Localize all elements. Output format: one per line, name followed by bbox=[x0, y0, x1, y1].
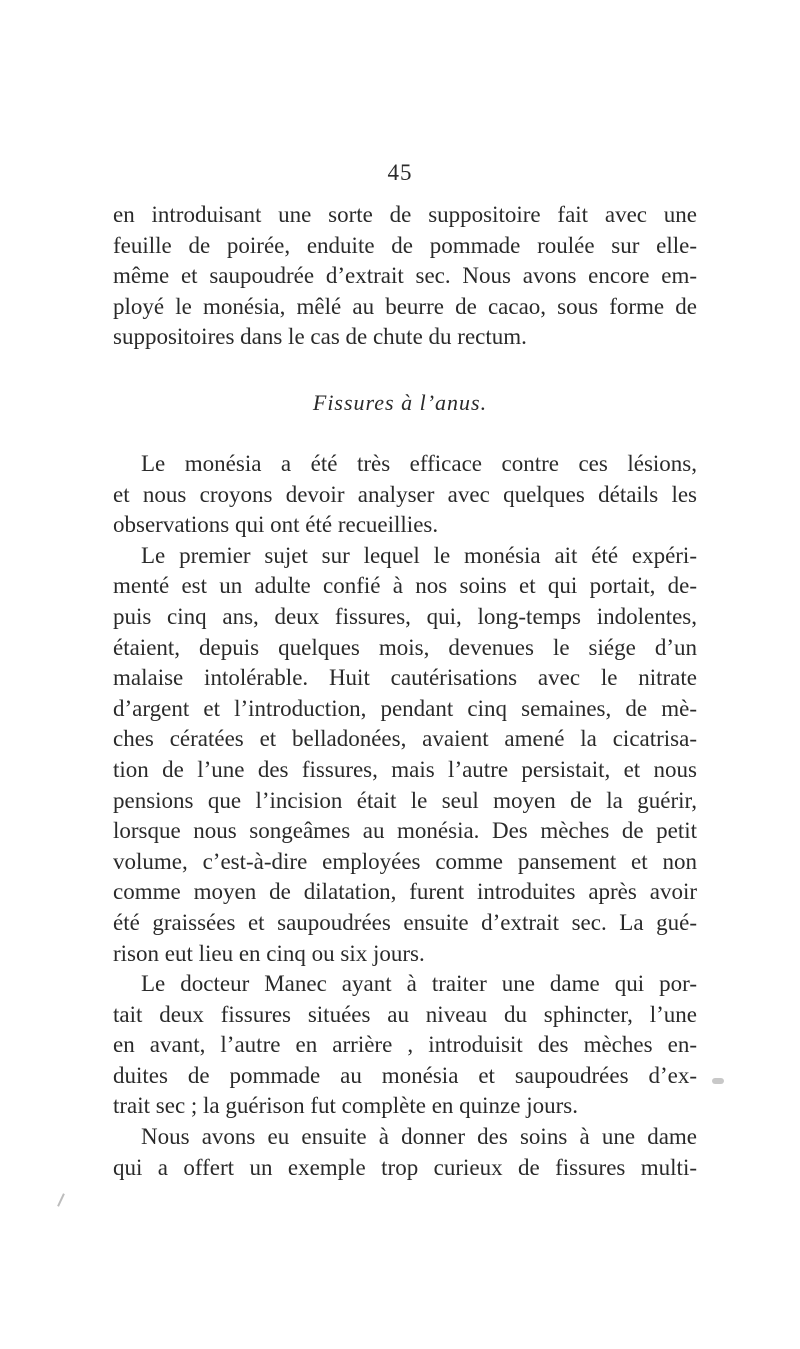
text-line: en avant, l’autre en arrière , introduisit des mèches en- bbox=[113, 1032, 697, 1058]
text-line: duites de pommade au monésia et saupoudrées d’ex- bbox=[113, 1062, 697, 1088]
paragraph-intro bbox=[113, 200, 697, 353]
text-line: étaient, depuis quelques mois, devenues le siége d’un bbox=[113, 634, 697, 660]
section-heading: Fissures à l’anus. bbox=[312, 390, 488, 415]
text-line: qui a offert un exemple trop curieux de fissures multi- bbox=[113, 1154, 697, 1180]
text-line: trait sec ; la guérison fut complète en quinze jours. bbox=[113, 1093, 578, 1119]
text-line: d’argent et l’introduction, pendant cinq semaines, de mè- bbox=[113, 695, 697, 721]
text-line: en introduisant une sorte de suppositoire fait avec une bbox=[113, 202, 697, 227]
text-line: tion de l’une des fissures, mais l’autre persistait, et nous bbox=[113, 756, 697, 782]
text-line: rison eut lieu en cinq ou six jours. bbox=[113, 940, 425, 966]
text-line: observations qui ont été recueillies. bbox=[113, 512, 439, 538]
text-line: Le docteur Manec ayant à traiter une dame qui por- bbox=[141, 971, 697, 997]
text-line: puis cinq ans, deux fissures, qui, long-temps indolentes, bbox=[113, 603, 697, 629]
text-line: lorsque nous songeâmes au monésia. Des mèches de petit bbox=[113, 818, 697, 844]
text-line: Le monésia a été très efficace contre ces lésions, bbox=[141, 451, 697, 476]
page-number: 45 bbox=[387, 160, 413, 185]
text-line: même et saupoudrée d’extrait sec. Nous avons encore em- bbox=[113, 263, 697, 289]
text-line: et nous croyons devoir analyser avec quelques détails les bbox=[113, 481, 697, 507]
margin-mark bbox=[57, 1193, 65, 1207]
text-line: malaise intolérable. Huit cautérisations avec le nitrate bbox=[113, 665, 697, 691]
text-line: suppositoires dans le cas de chute du rectum. bbox=[113, 324, 527, 350]
text-line: ches cératées et belladonées, avaient amené la cicatrisa- bbox=[113, 726, 697, 752]
paragraph-body bbox=[113, 449, 697, 1183]
text-line: comme moyen de dilatation, furent introduites après avoir bbox=[113, 879, 697, 905]
text-line: volume, c’est-à-dire employées comme pansement et non bbox=[113, 848, 697, 874]
text-line: tait deux fissures situées au niveau du sphincter, l’une bbox=[113, 1001, 697, 1027]
text-line: ployé le monésia, mêlé au beurre de cacao, sous forme de bbox=[113, 293, 697, 319]
margin-mark bbox=[712, 1078, 724, 1084]
text-line: Le premier sujet sur lequel le monésia ait été expéri- bbox=[141, 542, 697, 568]
text-line: été graissées et saupoudrées ensuite d’extrait sec. La gué- bbox=[113, 909, 697, 935]
text-line: pensions que l’incision était le seul moyen de la guérir, bbox=[113, 787, 697, 813]
text-line: Nous avons eu ensuite à donner des soins à une dame bbox=[141, 1124, 697, 1150]
text-line: menté est un adulte confié à nos soins et qui portait, de- bbox=[113, 573, 697, 599]
text-line: feuille de poirée, enduite de pommade roulée sur elle- bbox=[113, 232, 697, 258]
